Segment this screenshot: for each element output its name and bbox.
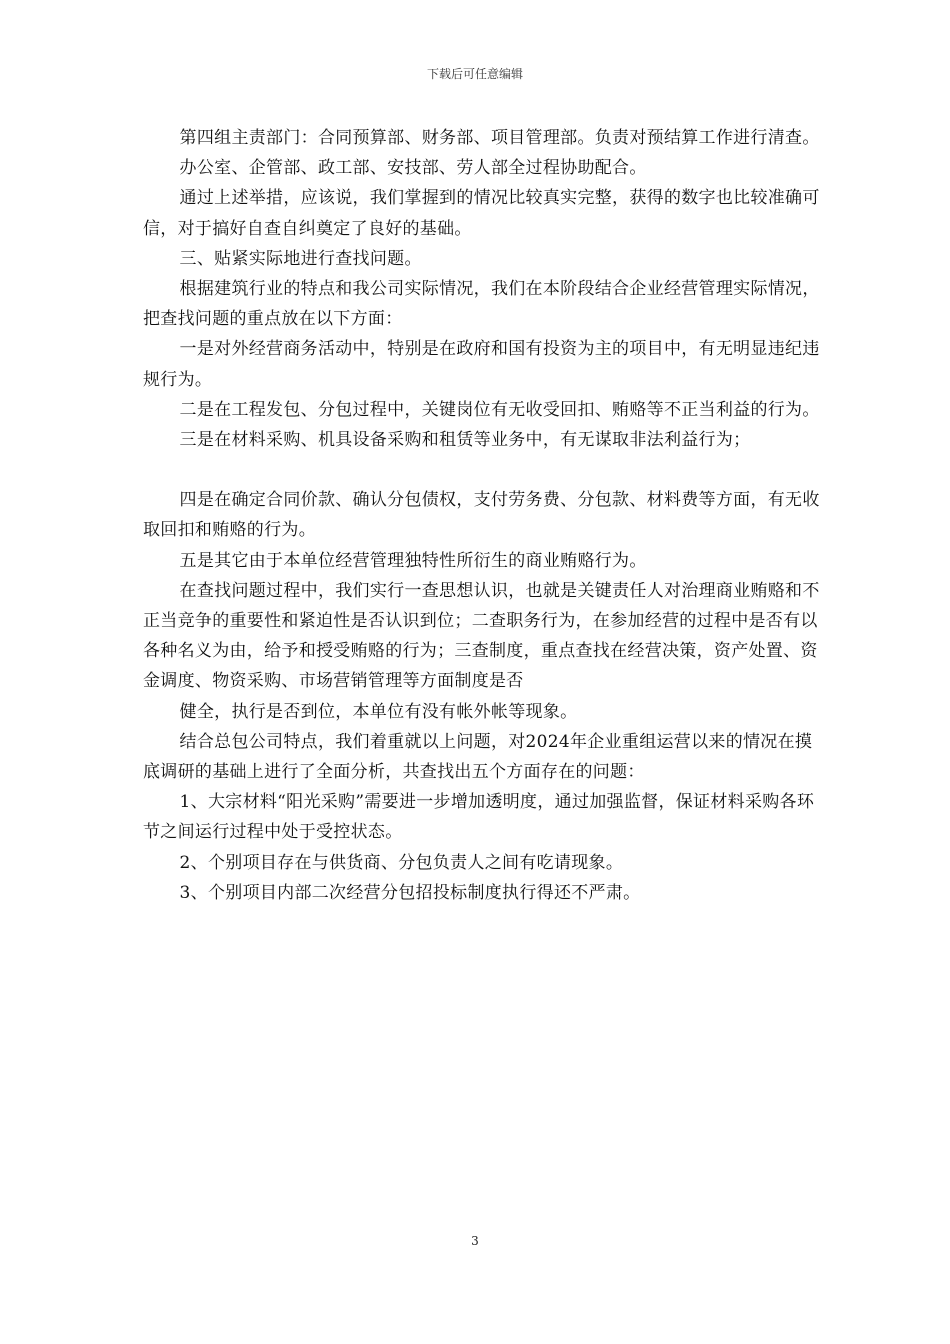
page-header: 下载后可任意编辑: [426, 67, 523, 81]
page-number: 3: [471, 1234, 479, 1248]
paragraph: 一是对外经营商务活动中，特别是在政府和国有投资为主的项目中，有无明显违纪违规行为。: [143, 339, 820, 390]
section-heading: 三、贴紧实际地进行查找问题。: [179, 248, 422, 269]
paragraph: 根据建筑行业的特点和我公司实际情况，我们在本阶段结合企业经营管理实际情况，把查找问题的重点放在以下方面：: [143, 279, 820, 330]
paragraph: 结合总包公司特点，我们着重就以上问题，对2024年企业重组运营以来的情况在摸底调研的基础上进行了全面分析，共查找出五个方面存在的问题：: [143, 731, 813, 783]
paragraph: 第四组主责部门：合同预算部、财务部、项目管理部。负责对预结算工作进行清查。: [179, 128, 820, 148]
list-item: 2、个别项目存在与供货商、分包负责人之间有吃请现象。: [179, 852, 624, 873]
list-item: 3、个别项目内部二次经营分包招投标制度执行得还不严肃。: [179, 882, 641, 903]
list-item: 1、大宗材料“阳光采购”需要进一步增加透明度，通过加强监督，保证材料采购各环节之间运行过程中处于受控状态。: [143, 792, 815, 843]
paragraph: 二是在工程发包、分包过程中，关键岗位有无收受回扣、贿赂等不正当利益的行为。: [179, 399, 820, 420]
paragraph: 四是在确定合同价款、确认分包债权，支付劳务费、分包款、材料费等方面，有无收取回扣和贿赂的行为。: [143, 490, 820, 541]
paragraph: 健全，执行是否到位，本单位有没有帐外帐等现象。: [179, 701, 578, 722]
paragraph: 三是在材料采购、机具设备采购和租赁等业务中，有无谋取非法利益行为；: [179, 430, 751, 451]
paragraph: 在查找问题过程中，我们实行一查思想认识，也就是关键责任人对治理商业贿赂和不正当竞争的重要性和紧迫性是否认识到位；二查职务行为，在参加经营的过程中是否有以各种名义为由，给予和授受贿赂的行为；三查制度，重点查找在经营决策，资产处置、资金调度、物资采购、市场营销管理等方面制度是否: [143, 580, 820, 692]
document-body: [143, 123, 823, 908]
paragraph: 办公室、企管部、政工部、安技部、劳人部全过程协助配合。: [179, 158, 647, 179]
paragraph: 五是其它由于本单位经营管理独特性所衍生的商业贿赂行为。: [179, 550, 647, 571]
paragraph: 通过上述举措，应该说，我们掌握到的情况比较真实完整，获得的数字也比较准确可信，对于搞好自查自纠奠定了良好的基础。: [143, 188, 820, 239]
